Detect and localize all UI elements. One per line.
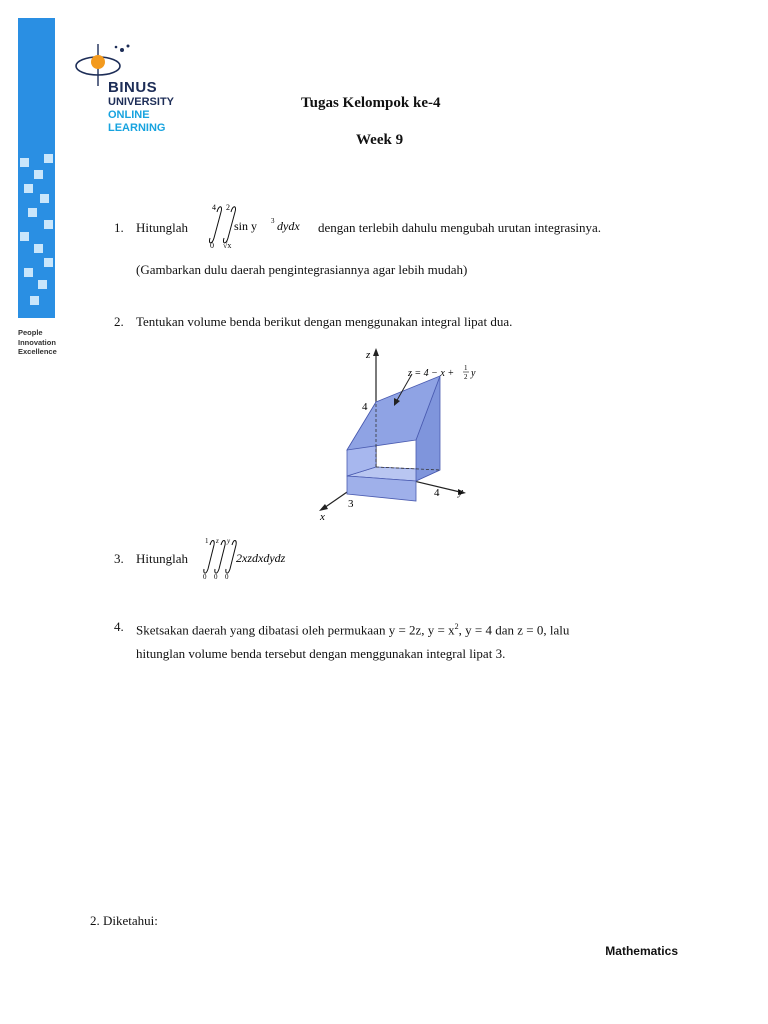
y-tick-label: 4 bbox=[434, 487, 440, 499]
integral-2-lower: 0 bbox=[214, 573, 218, 581]
tagline: People Innovation Excellence bbox=[18, 328, 57, 356]
outer-lower-limit: 0 bbox=[210, 241, 214, 250]
outer-upper-limit: 4 bbox=[212, 203, 216, 212]
integrand: sin y bbox=[234, 219, 258, 233]
integrand-exponent: 3 bbox=[271, 217, 275, 225]
inner-lower-limit: √x bbox=[223, 241, 232, 250]
surface-y-variable: y bbox=[471, 368, 476, 379]
triple-integral-formula bbox=[200, 535, 320, 581]
integral-1-lower: 0 bbox=[203, 573, 207, 581]
question-number: 1. bbox=[114, 220, 124, 235]
question-number: 2. bbox=[114, 314, 124, 329]
y-axis-label: y bbox=[458, 486, 463, 498]
double-integral-formula bbox=[204, 200, 322, 252]
differentials: dydx bbox=[277, 219, 300, 233]
question-1-text: dengan terlebih dahulu mengubah urutan integrasinya. bbox=[318, 220, 602, 235]
page-subtitle: Week 9 bbox=[356, 132, 404, 148]
binus-logo-text: BINUS UNIVERSITY ONLINE LEARNING bbox=[108, 79, 175, 134]
answer-label: 2. Diketahui: bbox=[90, 913, 158, 928]
question-3-lead: Hitunglah bbox=[136, 551, 188, 566]
question-number: 3. bbox=[114, 551, 124, 566]
sidebar-tile-pattern bbox=[18, 150, 55, 320]
integral-3-lower: 0 bbox=[225, 573, 229, 581]
question-1-note: (Gambarkan dulu daerah pengintegrasiannya agar lebih mudah) bbox=[136, 262, 468, 277]
integral-3-upper: y bbox=[227, 537, 231, 545]
question-2-text: Tentukan volume benda berikut dengan menggunakan integral lipat dua. bbox=[136, 314, 513, 329]
question-1-lead: Hitunglah bbox=[136, 220, 188, 235]
inner-upper-limit: 2 bbox=[226, 203, 230, 212]
question-4-line-2: hitunglan volume benda tersebut dengan menggunakan integral lipat 3. bbox=[136, 646, 506, 661]
half-denominator: 2 bbox=[464, 373, 468, 381]
question-number: 4. bbox=[114, 619, 124, 634]
page-title: Tugas Kelompok ke-4 bbox=[301, 95, 441, 111]
solid-volume-figure bbox=[300, 340, 490, 525]
question-4-line-1: Sketsakan daerah yang dibatasi oleh permukaan y = 2z, $y = x^2$, y = 4 dan z = 0, lalu bbox=[136, 622, 570, 638]
z-axis-label: z bbox=[366, 349, 371, 361]
x-tick-label: 3 bbox=[348, 498, 354, 510]
footer-subject: Mathematics bbox=[605, 944, 678, 958]
z-tick-label: 4 bbox=[362, 401, 368, 413]
triple-integrand: 2xzdxdydz bbox=[236, 551, 286, 565]
surface-equation: z = 4 − x + bbox=[408, 368, 455, 379]
integral-2-upper: z bbox=[216, 537, 219, 545]
half-numerator: 1 bbox=[464, 364, 468, 372]
x-axis-label: x bbox=[320, 511, 325, 523]
integral-1-upper: 1 bbox=[205, 537, 209, 545]
